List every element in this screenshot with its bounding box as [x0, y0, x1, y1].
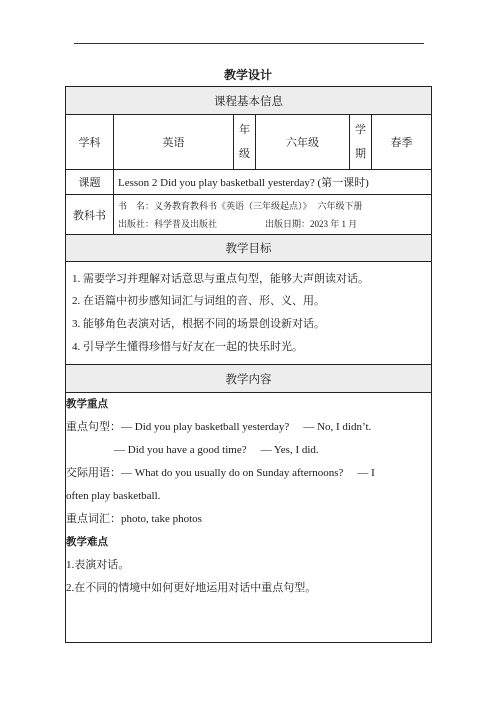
key-words-line [66, 508, 431, 531]
topic-value: Lesson 2 Did you play basketball yesterday? (第一课时) [114, 170, 432, 195]
textbook-line-2 [114, 215, 431, 233]
textbook-volume: 六年级下册 [317, 200, 363, 211]
textbook-label: 教科书 [66, 195, 114, 235]
header-rule [74, 43, 424, 44]
basic-info-header: 课程基本信息 [66, 87, 432, 115]
goal-item: 2. 在语篇中初步感知词汇与词组的音、形、义、用。 [72, 295, 325, 308]
communication-line-2: often play basketball. [66, 490, 161, 502]
difficulty-item: 2.在不同的情境中如何更好地运用对话中重点句型。 [66, 582, 317, 594]
communication-label: 交际用语： [66, 467, 121, 479]
grade-label-bottom: 级 [239, 148, 250, 160]
grade-label [234, 115, 256, 170]
goal-item: 4. 引导学生懂得珍惜与好友在一起的快乐时光。 [72, 340, 303, 353]
document-title: 教学设计 [223, 68, 272, 82]
key-sentences-label: 重点句型： [66, 421, 121, 433]
content-header: 教学内容 [66, 365, 432, 393]
key-words-label: 重点词汇： [66, 513, 121, 525]
communication-question: — What do you usually do on Sunday afternoons? [121, 467, 344, 479]
key-sentence-1-question: — Did you play basketball yesterday? [121, 421, 290, 433]
goal-item: 3. 能够角色表演对话，根据不同的场景创设新对话。 [72, 318, 325, 330]
grade-label-top: 年 [239, 124, 250, 136]
textbook-info [114, 195, 432, 235]
content-body [66, 393, 432, 643]
key-words-value: photo, take photos [121, 513, 202, 525]
key-sentence-1-answer: — No, I didn’t. [303, 421, 372, 433]
communication-line-1 [66, 462, 431, 485]
term-label-bottom: 期 [355, 148, 366, 160]
key-sentence-2-question: — Did you have a good time? [114, 444, 247, 456]
goal-item: 1. 需要学习并理解对话意思与重点句型，能够大声朗读对话。 [72, 272, 369, 285]
goals-list [66, 262, 432, 365]
term-label-top: 学 [355, 124, 366, 136]
key-sentence-2-answer: — Yes, I did. [260, 444, 319, 456]
subject-value: 英语 [114, 115, 234, 170]
term-label [350, 115, 372, 170]
key-sentence-line-1 [66, 416, 431, 439]
key-points-heading: 教学重点 [66, 398, 108, 410]
subject-label: 学科 [66, 115, 114, 170]
topic-label: 课题 [66, 170, 114, 195]
difficulty-item: 1.表演对话。 [66, 559, 130, 571]
textbook-line-1 [114, 197, 431, 215]
textbook-publisher: 出版社：科学普及出版社 [118, 218, 218, 229]
textbook-publish-date: 出版日期：2023 年 1 月 [265, 218, 358, 229]
term-value: 春季 [372, 115, 432, 170]
grade-value: 六年级 [256, 115, 350, 170]
goals-header: 教学目标 [66, 235, 432, 262]
communication-answer-start: — I [357, 467, 375, 479]
difficulties-heading: 教学难点 [66, 536, 108, 548]
key-sentence-line-2 [66, 439, 431, 462]
lesson-plan-table [65, 86, 432, 643]
textbook-name: 书 名：义务教育教科书《英语（三年级起点）》 [118, 200, 312, 211]
